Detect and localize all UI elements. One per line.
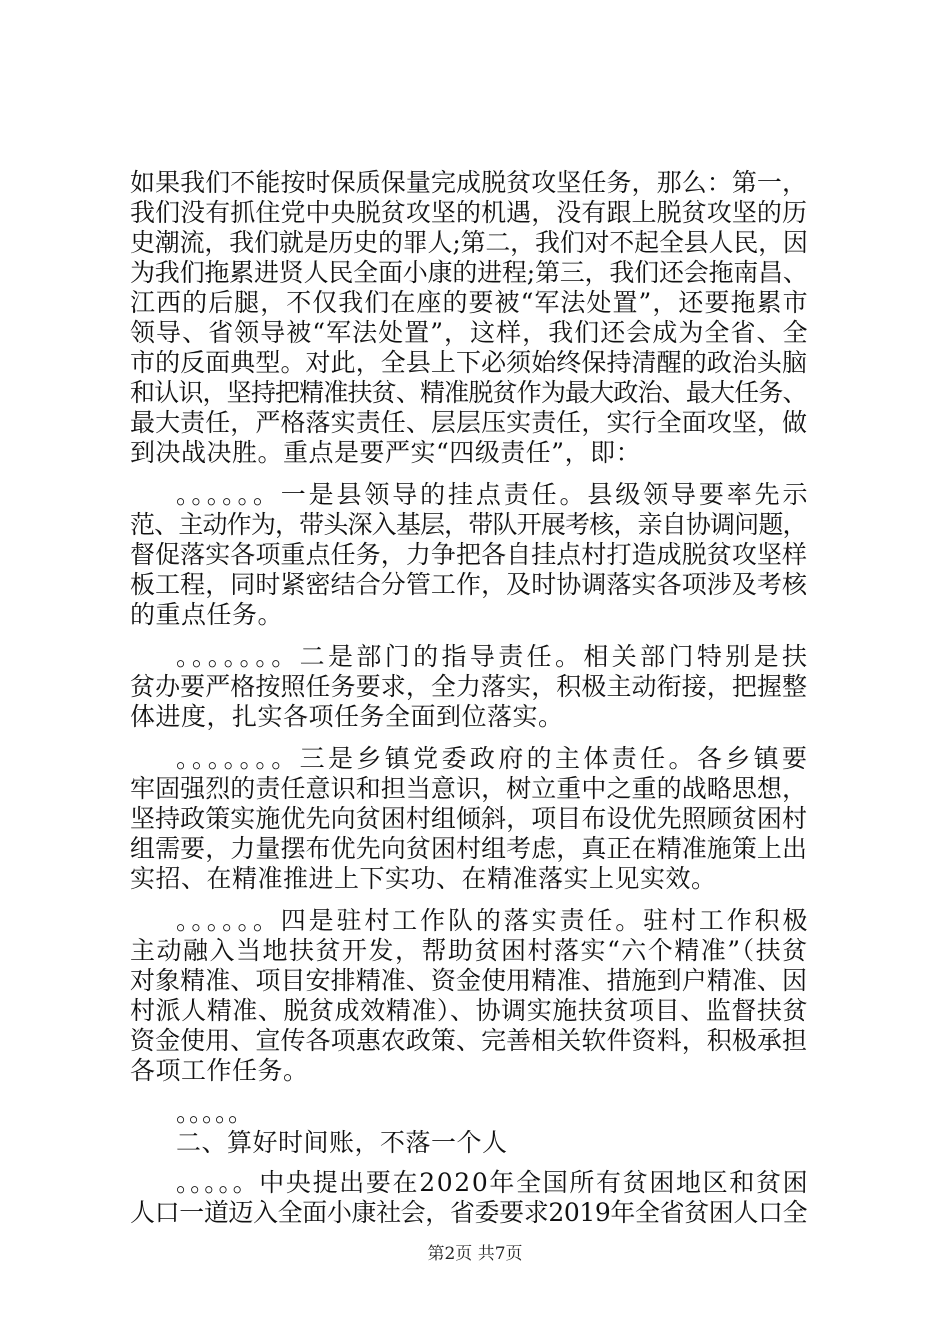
text-line: 如果我们不能按时保质保量完成脱贫攻坚任务，那么：第一， <box>130 168 808 197</box>
text-line: 对象精准、项目安排精准、资金使用精准、措施到户精准、因 <box>130 966 808 995</box>
text-line: 。。。。。。一是县领导的挂点责任。县级领导要率先示 <box>176 480 811 509</box>
text-line: 和认识，坚持把精准扶贫、精准脱贫作为最大政治、最大任务、 <box>130 378 807 407</box>
text-line: 。。。。。。四是驻村工作队的落实责任。驻村工作积极 <box>176 906 811 935</box>
text-line: 牢固强烈的责任意识和担当意识，树立重中之重的战略思想， <box>130 774 808 803</box>
text-line: 各项工作任务。 <box>130 1056 309 1085</box>
text-line: 领导、省领导被“军法处置”，这样，我们还会成为全省、全 <box>130 318 809 347</box>
text-line: 贫办要严格按照任务要求，全力落实，积极主动衔接，把握整 <box>130 672 808 701</box>
text-line: 为我们拖累进贤人民全面小康的进程;第三，我们还会拖南昌、 <box>130 258 808 287</box>
text-line: 资金使用、宣传各项惠农政策、完善相关软件资料，积极承担 <box>130 1026 808 1055</box>
text-line: 主动融入当地扶贫开发，帮助贫困村落实“六个精准”（扶贫 <box>130 936 809 965</box>
text-line: 督促落实各项重点任务，力争把各自挂点村打造成脱贫攻坚样 <box>130 540 808 569</box>
text-line: 村派人精准、脱贫成效精准）、协调实施扶贫项目、监督扶贫 <box>130 996 809 1025</box>
text-line: 二、算好时间账，不落一个人 <box>176 1128 508 1157</box>
text-line: 到决战决胜。重点是要严实“四级责任”，即： <box>130 438 642 467</box>
text-line: 我们没有抓住党中央脱贫攻坚的机遇，没有跟上脱贫攻坚的历 <box>130 198 808 227</box>
text-line: 板工程，同时紧密结合分管工作，及时协调落实各项涉及考核 <box>130 570 808 599</box>
text-line: 。。。。。 <box>176 1098 254 1127</box>
text-line: 史潮流，我们就是历史的罪人;第二，我们对不起全县人民，因 <box>130 228 808 257</box>
text-line: 体进度，扎实各项任务全面到位落实。 <box>130 702 564 731</box>
text-line: 。。。。。。。三是乡镇党委政府的主体责任。各乡镇要 <box>176 744 811 773</box>
text-line: 人口一道迈入全面小康社会，省委要求2019年全省贫困人口全 <box>130 1198 808 1227</box>
text-line: 江西的后腿，不仅我们在座的要被“军法处置”，还要拖累市 <box>130 288 809 317</box>
text-line: 实招、在精准推进上下实功、在精准落实上见实效。 <box>130 864 717 893</box>
text-line: 。。。。。。。二是部门的指导责任。相关部门特别是扶 <box>176 642 811 671</box>
text-line: 的重点任务。 <box>130 600 284 629</box>
text-line: 范、主动作为，带头深入基层，带队开展考核，亲自协调问题， <box>130 510 807 539</box>
text-line: 。。。。。中央提出要在2020年全国所有贫困地区和贫困 <box>176 1168 810 1197</box>
text-line: 组需要，力量摆布优先向贫困村组考虑，真正在精准施策上出 <box>130 834 808 863</box>
page-footer: 第2页 共7页 <box>427 1244 523 1264</box>
text-line: 市的反面典型。对此，全县上下必须始终保持清醒的政治头脑 <box>130 348 808 377</box>
text-line: 最大责任，严格落实责任、层层压实责任，实行全面攻坚，做 <box>130 408 808 437</box>
text-line: 坚持政策实施优先向贫困村组倾斜，项目布设优先照顾贫困村 <box>130 804 808 833</box>
